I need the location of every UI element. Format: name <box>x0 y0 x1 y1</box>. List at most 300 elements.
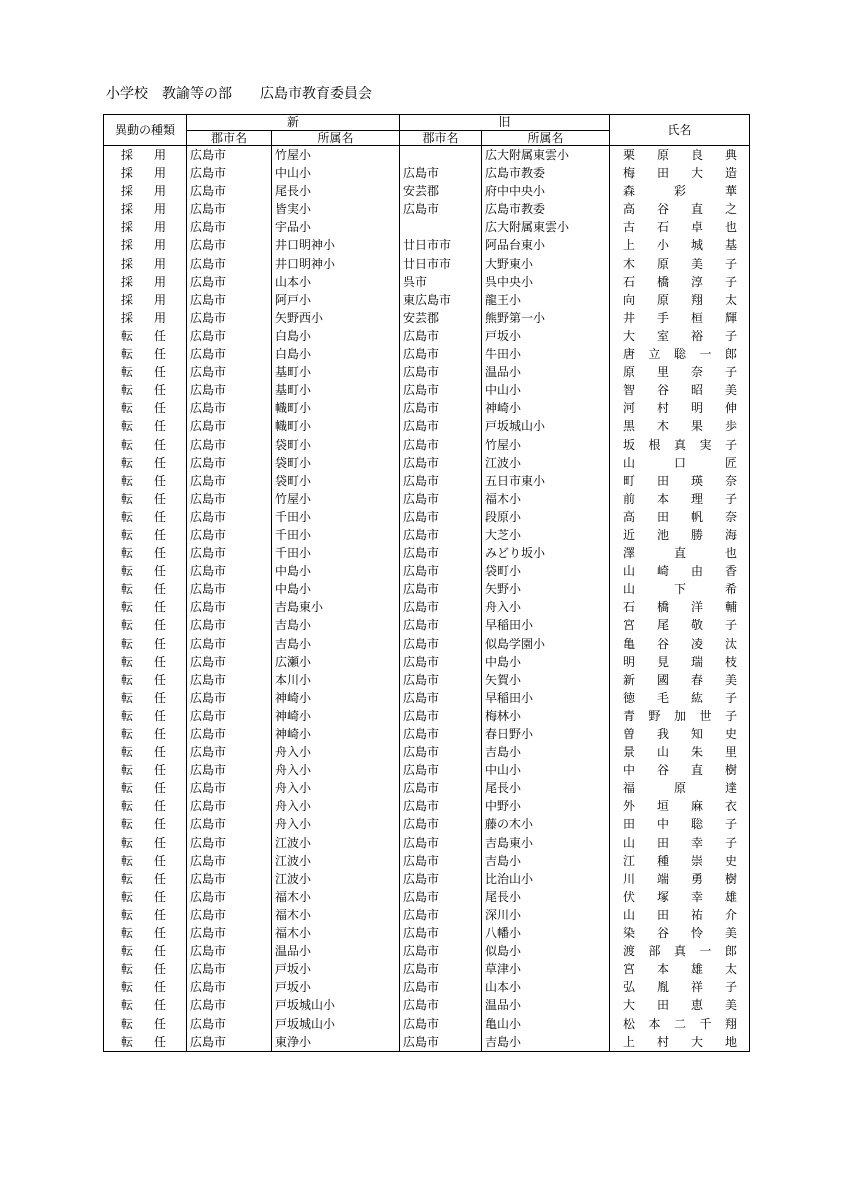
old-school-cell: 吉島東小 <box>482 834 610 852</box>
old-school-cell: 温品小 <box>482 363 610 381</box>
char: 向 <box>623 292 636 307</box>
kind-text <box>104 870 186 888</box>
table-row <box>104 164 750 182</box>
kind-cell <box>104 978 187 996</box>
old-school-cell: 早稲田小 <box>482 689 610 707</box>
old-city-cell: 広島市 <box>400 562 482 580</box>
name-text <box>610 526 749 544</box>
name-cell <box>610 436 750 454</box>
new-school-cell: 山本小 <box>272 273 400 291</box>
new-city-cell: 広島市 <box>187 779 272 797</box>
name-cell <box>610 689 750 707</box>
kind-cell <box>104 345 187 363</box>
char: 裕 <box>691 328 704 343</box>
char: 里 <box>724 745 737 760</box>
char: 転 <box>121 944 134 959</box>
kind-cell <box>104 236 187 254</box>
new-school-cell: 吉島小 <box>272 635 400 653</box>
char: 転 <box>121 419 134 434</box>
kind-cell <box>104 598 187 616</box>
char: 澤 <box>623 546 636 561</box>
kind-text <box>104 562 186 580</box>
name-text <box>610 472 749 490</box>
char: 任 <box>153 708 166 723</box>
name-text <box>610 960 749 978</box>
char: 谷 <box>657 202 670 217</box>
char: 任 <box>153 328 166 343</box>
table-row <box>104 291 750 309</box>
char: 二 <box>674 1016 687 1031</box>
char: 凌 <box>691 636 704 651</box>
char: 転 <box>121 347 134 362</box>
char: 史 <box>724 853 737 868</box>
kind-text <box>104 345 186 363</box>
char: 宮 <box>623 962 636 977</box>
name-cell <box>610 273 750 291</box>
name-cell <box>610 1033 750 1052</box>
kind-cell <box>104 255 187 273</box>
old-school-cell: 温品小 <box>482 996 610 1014</box>
new-city-cell: 広島市 <box>187 236 272 254</box>
char: 海 <box>724 527 737 542</box>
char: 村 <box>657 401 670 416</box>
header-new: 新 <box>187 115 400 131</box>
char: 輝 <box>724 310 737 325</box>
name-text <box>610 888 749 906</box>
old-city-cell: 東広島市 <box>400 291 482 309</box>
kind-text <box>104 598 186 616</box>
char: 介 <box>724 907 737 922</box>
kind-cell <box>104 490 187 508</box>
char: 石 <box>657 220 670 235</box>
new-school-cell: 温品小 <box>272 942 400 960</box>
char: 転 <box>121 437 134 452</box>
old-city-cell: 広島市 <box>400 436 482 454</box>
char: 任 <box>153 455 166 470</box>
char: 直 <box>674 546 687 561</box>
old-city-cell: 広島市 <box>400 381 482 399</box>
name-cell <box>610 236 750 254</box>
char: 任 <box>153 690 166 705</box>
char: 染 <box>623 926 636 941</box>
table-row <box>104 417 750 435</box>
table-row <box>104 218 750 236</box>
char: 徳 <box>623 690 636 705</box>
old-city-cell: 広島市 <box>400 616 482 634</box>
new-school-cell: 戸坂小 <box>272 978 400 996</box>
table-row <box>104 490 750 508</box>
char: 原 <box>657 292 670 307</box>
new-school-cell: 福木小 <box>272 906 400 924</box>
char: 典 <box>724 148 737 162</box>
char: 任 <box>153 491 166 506</box>
char: 採 <box>121 202 134 217</box>
char: 谷 <box>657 926 670 941</box>
name-text <box>610 779 749 797</box>
new-school-cell: 宇品小 <box>272 218 400 236</box>
new-school-cell: 皆実小 <box>272 200 400 218</box>
name-text <box>610 182 749 200</box>
kind-cell <box>104 942 187 960</box>
new-school-cell: 中山小 <box>272 164 400 182</box>
name-cell <box>610 399 750 417</box>
name-cell <box>610 797 750 815</box>
char: 採 <box>121 238 134 253</box>
new-school-cell: 袋町小 <box>272 472 400 490</box>
name-text <box>610 146 749 164</box>
kind-text <box>104 779 186 797</box>
char: 用 <box>153 166 166 181</box>
kind-cell <box>104 182 187 200</box>
old-school-cell: 山本小 <box>482 978 610 996</box>
char: 任 <box>153 636 166 651</box>
char: 真 <box>674 944 687 959</box>
new-school-cell: 神崎小 <box>272 707 400 725</box>
kind-cell <box>104 924 187 942</box>
table-row <box>104 779 750 797</box>
char: 卓 <box>691 220 704 235</box>
char: 任 <box>153 998 166 1013</box>
char: 任 <box>153 817 166 832</box>
char: 匠 <box>725 455 738 470</box>
old-school-cell: 亀山小 <box>482 1015 610 1033</box>
table-row <box>104 598 750 616</box>
char: 転 <box>121 817 134 832</box>
new-school-cell: 江波小 <box>272 834 400 852</box>
name-cell <box>610 852 750 870</box>
name-text <box>610 671 749 689</box>
char: 汰 <box>724 636 737 651</box>
new-school-cell: 千田小 <box>272 544 400 562</box>
kind-text <box>104 924 186 942</box>
kind-text <box>104 635 186 653</box>
name-text <box>610 436 749 454</box>
char: 森 <box>623 184 636 199</box>
char: 美 <box>691 256 704 271</box>
kind-text <box>104 327 186 345</box>
kind-text <box>104 996 186 1014</box>
char: 用 <box>153 274 166 289</box>
char: 子 <box>724 274 737 289</box>
old-school-cell: 大野東小 <box>482 255 610 273</box>
old-city-cell: 広島市 <box>400 996 482 1014</box>
kind-text <box>104 399 186 417</box>
char: 室 <box>657 328 670 343</box>
char: 雄 <box>691 962 704 977</box>
old-city-cell: 広島市 <box>400 725 482 743</box>
old-school-cell: 広大附属東雲小 <box>482 218 610 236</box>
old-school-cell: 梅林小 <box>482 707 610 725</box>
char: 子 <box>724 365 737 380</box>
char: 景 <box>623 745 636 760</box>
kind-text <box>104 960 186 978</box>
kind-cell <box>104 146 187 165</box>
name-text <box>610 200 749 218</box>
new-city-cell: 広島市 <box>187 490 272 508</box>
kind-text <box>104 707 186 725</box>
new-school-cell: 戸坂城山小 <box>272 996 400 1014</box>
char: 華 <box>725 184 738 199</box>
new-school-cell: 井口明神小 <box>272 255 400 273</box>
new-city-cell: 広島市 <box>187 580 272 598</box>
char: 田 <box>657 473 670 488</box>
table-row <box>104 182 750 200</box>
name-text <box>610 363 749 381</box>
kind-text <box>104 146 186 164</box>
char: 坂 <box>623 437 636 452</box>
char: 転 <box>121 328 134 343</box>
table-row <box>104 544 750 562</box>
char: 子 <box>724 708 737 723</box>
kind-text <box>104 182 186 200</box>
char: 宮 <box>623 618 636 633</box>
char: 奈 <box>724 473 737 488</box>
char: 任 <box>153 944 166 959</box>
table-row <box>104 743 750 761</box>
kind-cell <box>104 381 187 399</box>
old-city-cell: 広島市 <box>400 960 482 978</box>
table-row <box>104 200 750 218</box>
kind-cell <box>104 164 187 182</box>
char: 見 <box>657 654 670 669</box>
old-school-cell: 似島学園小 <box>482 635 610 653</box>
name-text <box>610 291 749 309</box>
table-row <box>104 399 750 417</box>
kind-cell <box>104 200 187 218</box>
old-school-cell: 春日野小 <box>482 725 610 743</box>
char: 用 <box>153 310 166 325</box>
new-city-cell: 広島市 <box>187 562 272 580</box>
old-city-cell <box>400 218 482 236</box>
char: 子 <box>724 835 737 850</box>
old-city-cell: 広島市 <box>400 978 482 996</box>
char: 転 <box>121 636 134 651</box>
char: 任 <box>153 781 166 796</box>
new-school-cell: 基町小 <box>272 363 400 381</box>
kind-text <box>104 942 186 960</box>
char: 谷 <box>657 763 670 778</box>
kind-text <box>104 852 186 870</box>
kind-cell <box>104 815 187 833</box>
char: 勇 <box>691 871 704 886</box>
char: 転 <box>121 781 134 796</box>
char: 口 <box>674 455 687 470</box>
char: 任 <box>153 889 166 904</box>
char: 転 <box>121 835 134 850</box>
char: 奈 <box>691 365 704 380</box>
new-city-cell: 広島市 <box>187 797 272 815</box>
table-row <box>104 309 750 327</box>
name-text <box>610 544 749 562</box>
char: 造 <box>724 166 737 181</box>
char: 任 <box>153 401 166 416</box>
char: 任 <box>153 419 166 434</box>
name-cell <box>610 146 750 165</box>
header-old-school: 所属名 <box>482 130 610 146</box>
char: 子 <box>724 491 737 506</box>
char: 転 <box>121 745 134 760</box>
new-city-cell: 広島市 <box>187 942 272 960</box>
name-text <box>610 870 749 888</box>
new-school-cell: 神崎小 <box>272 725 400 743</box>
new-city-cell: 広島市 <box>187 417 272 435</box>
old-city-cell <box>400 146 482 165</box>
char: 池 <box>657 527 670 542</box>
char: 原 <box>657 256 670 271</box>
old-school-cell: 尾長小 <box>482 779 610 797</box>
kind-text <box>104 436 186 454</box>
name-cell <box>610 761 750 779</box>
old-city-cell: 広島市 <box>400 598 482 616</box>
old-city-cell: 広島市 <box>400 1015 482 1033</box>
name-text <box>610 454 749 472</box>
old-city-cell: 広島市 <box>400 399 482 417</box>
new-school-cell: 袋町小 <box>272 436 400 454</box>
new-school-cell: 基町小 <box>272 381 400 399</box>
char: 瑞 <box>691 654 704 669</box>
kind-text <box>104 255 186 273</box>
char: 石 <box>623 274 636 289</box>
char: 任 <box>153 1016 166 1031</box>
char: 任 <box>153 727 166 741</box>
old-city-cell: 安芸郡 <box>400 182 482 200</box>
kind-cell <box>104 653 187 671</box>
old-city-cell: 広島市 <box>400 707 482 725</box>
char: 我 <box>657 727 670 741</box>
char: 一 <box>699 944 712 959</box>
char: 山 <box>657 745 670 760</box>
name-text <box>610 616 749 634</box>
name-cell <box>610 815 750 833</box>
kind-cell <box>104 508 187 526</box>
kind-text <box>104 834 186 852</box>
char: 知 <box>691 727 704 741</box>
char: 根 <box>648 437 661 452</box>
char: 基 <box>724 238 737 253</box>
old-city-cell: 広島市 <box>400 544 482 562</box>
name-text <box>610 580 749 598</box>
char: 任 <box>153 437 166 452</box>
char: 梅 <box>623 166 636 181</box>
char: 任 <box>153 926 166 941</box>
table-row <box>104 924 750 942</box>
char: 真 <box>674 437 687 452</box>
name-cell <box>610 580 750 598</box>
char: 転 <box>121 383 134 398</box>
char: 山 <box>623 582 636 597</box>
kind-text <box>104 291 186 309</box>
char: 採 <box>121 310 134 325</box>
char: 聡 <box>674 347 687 362</box>
table-row <box>104 363 750 381</box>
new-city-cell: 広島市 <box>187 906 272 924</box>
new-school-cell: 神崎小 <box>272 689 400 707</box>
char: 史 <box>724 727 737 741</box>
table-row <box>104 436 750 454</box>
char: 任 <box>153 907 166 922</box>
name-text <box>610 490 749 508</box>
kind-text <box>104 725 186 743</box>
new-school-cell: 戸坂城山小 <box>272 1015 400 1033</box>
name-cell <box>610 616 750 634</box>
name-cell <box>610 779 750 797</box>
char: 木 <box>657 419 670 434</box>
kind-text <box>104 906 186 924</box>
name-cell <box>610 182 750 200</box>
name-cell <box>610 309 750 327</box>
new-city-cell: 広島市 <box>187 598 272 616</box>
name-text <box>610 417 749 435</box>
char: 転 <box>121 1016 134 1031</box>
char: 転 <box>121 564 134 579</box>
old-city-cell: 広島市 <box>400 834 482 852</box>
char: 転 <box>121 1034 134 1049</box>
kind-cell <box>104 562 187 580</box>
char: 任 <box>153 980 166 995</box>
kind-cell <box>104 725 187 743</box>
name-cell <box>610 707 750 725</box>
char: 崎 <box>657 564 670 579</box>
char: 外 <box>623 799 636 814</box>
table-row <box>104 815 750 833</box>
kind-text <box>104 417 186 435</box>
char: 下 <box>674 582 687 597</box>
new-city-cell: 広島市 <box>187 870 272 888</box>
name-text <box>610 345 749 363</box>
char: 採 <box>121 166 134 181</box>
char: 美 <box>724 998 737 1013</box>
char: 原 <box>674 781 687 796</box>
char: 任 <box>153 564 166 579</box>
old-city-cell: 広島市 <box>400 870 482 888</box>
char: 由 <box>691 564 704 579</box>
name-cell <box>610 255 750 273</box>
table-row <box>104 472 750 490</box>
char: 転 <box>121 998 134 1013</box>
old-school-cell: 神崎小 <box>482 399 610 417</box>
kind-cell <box>104 635 187 653</box>
new-city-cell: 広島市 <box>187 454 272 472</box>
char: 直 <box>691 763 704 778</box>
new-school-cell: 舟入小 <box>272 797 400 815</box>
new-city-cell: 広島市 <box>187 544 272 562</box>
old-school-cell: 府中中央小 <box>482 182 610 200</box>
new-city-cell: 広島市 <box>187 200 272 218</box>
new-city-cell: 広島市 <box>187 616 272 634</box>
char: 用 <box>153 184 166 199</box>
kind-text <box>104 671 186 689</box>
kind-cell <box>104 671 187 689</box>
old-school-cell: 段原小 <box>482 508 610 526</box>
old-school-cell: 広島市教委 <box>482 164 610 182</box>
new-city-cell: 広島市 <box>187 255 272 273</box>
char: 弘 <box>623 980 636 995</box>
kind-cell <box>104 309 187 327</box>
old-city-cell: 広島市 <box>400 635 482 653</box>
old-city-cell: 広島市 <box>400 779 482 797</box>
table-row <box>104 671 750 689</box>
new-city-cell: 広島市 <box>187 363 272 381</box>
kind-text <box>104 200 186 218</box>
table-row <box>104 834 750 852</box>
char: 新 <box>623 672 636 687</box>
char: 輔 <box>724 600 737 615</box>
char: 翔 <box>691 292 704 307</box>
name-cell <box>610 960 750 978</box>
old-city-cell: 広島市 <box>400 345 482 363</box>
char: 洋 <box>691 600 704 615</box>
name-text <box>610 761 749 779</box>
